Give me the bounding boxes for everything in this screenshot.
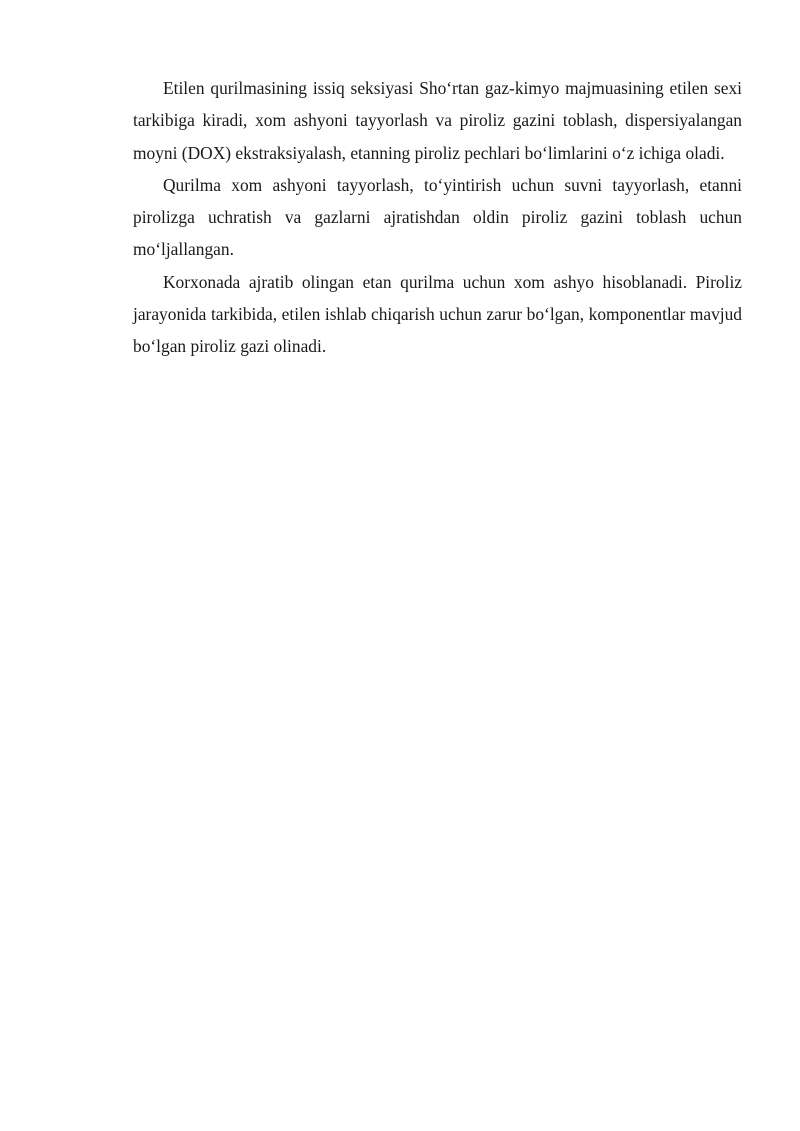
paragraph-3: Korxonada ajratib olingan etan qurilma uchun xom ashyo hisoblanadi. Piroliz jarayonida tarkibida, etilen ishlab chiqarish uchun zarur bo‘lgan, komponentlar mavjud bo‘lgan piroliz gazi olinadi. [133, 271, 742, 357]
body-text [133, 72, 742, 363]
paragraph-2: Qurilma xom ashyoni tayyorlash, to‘yintirish uchun suvni tayyorlash, etanni pirolizga uchratish va gazlarni ajratishdan oldin piroliz gazini toblash uchun mo‘ljallangan. [133, 174, 742, 260]
paragraph-1: Etilen qurilmasining issiq seksiyasi Sho‘rtan gaz-kimyo majmuasining etilen sexi tarkibiga kiradi, xom ashyoni tayyorlash va piroliz gazini toblash, dispersiyalangan moyni (DOX) ekstraksiyalash, etanning piroliz pechlari bo‘limlarini o‘z ichiga oladi. [133, 78, 742, 163]
